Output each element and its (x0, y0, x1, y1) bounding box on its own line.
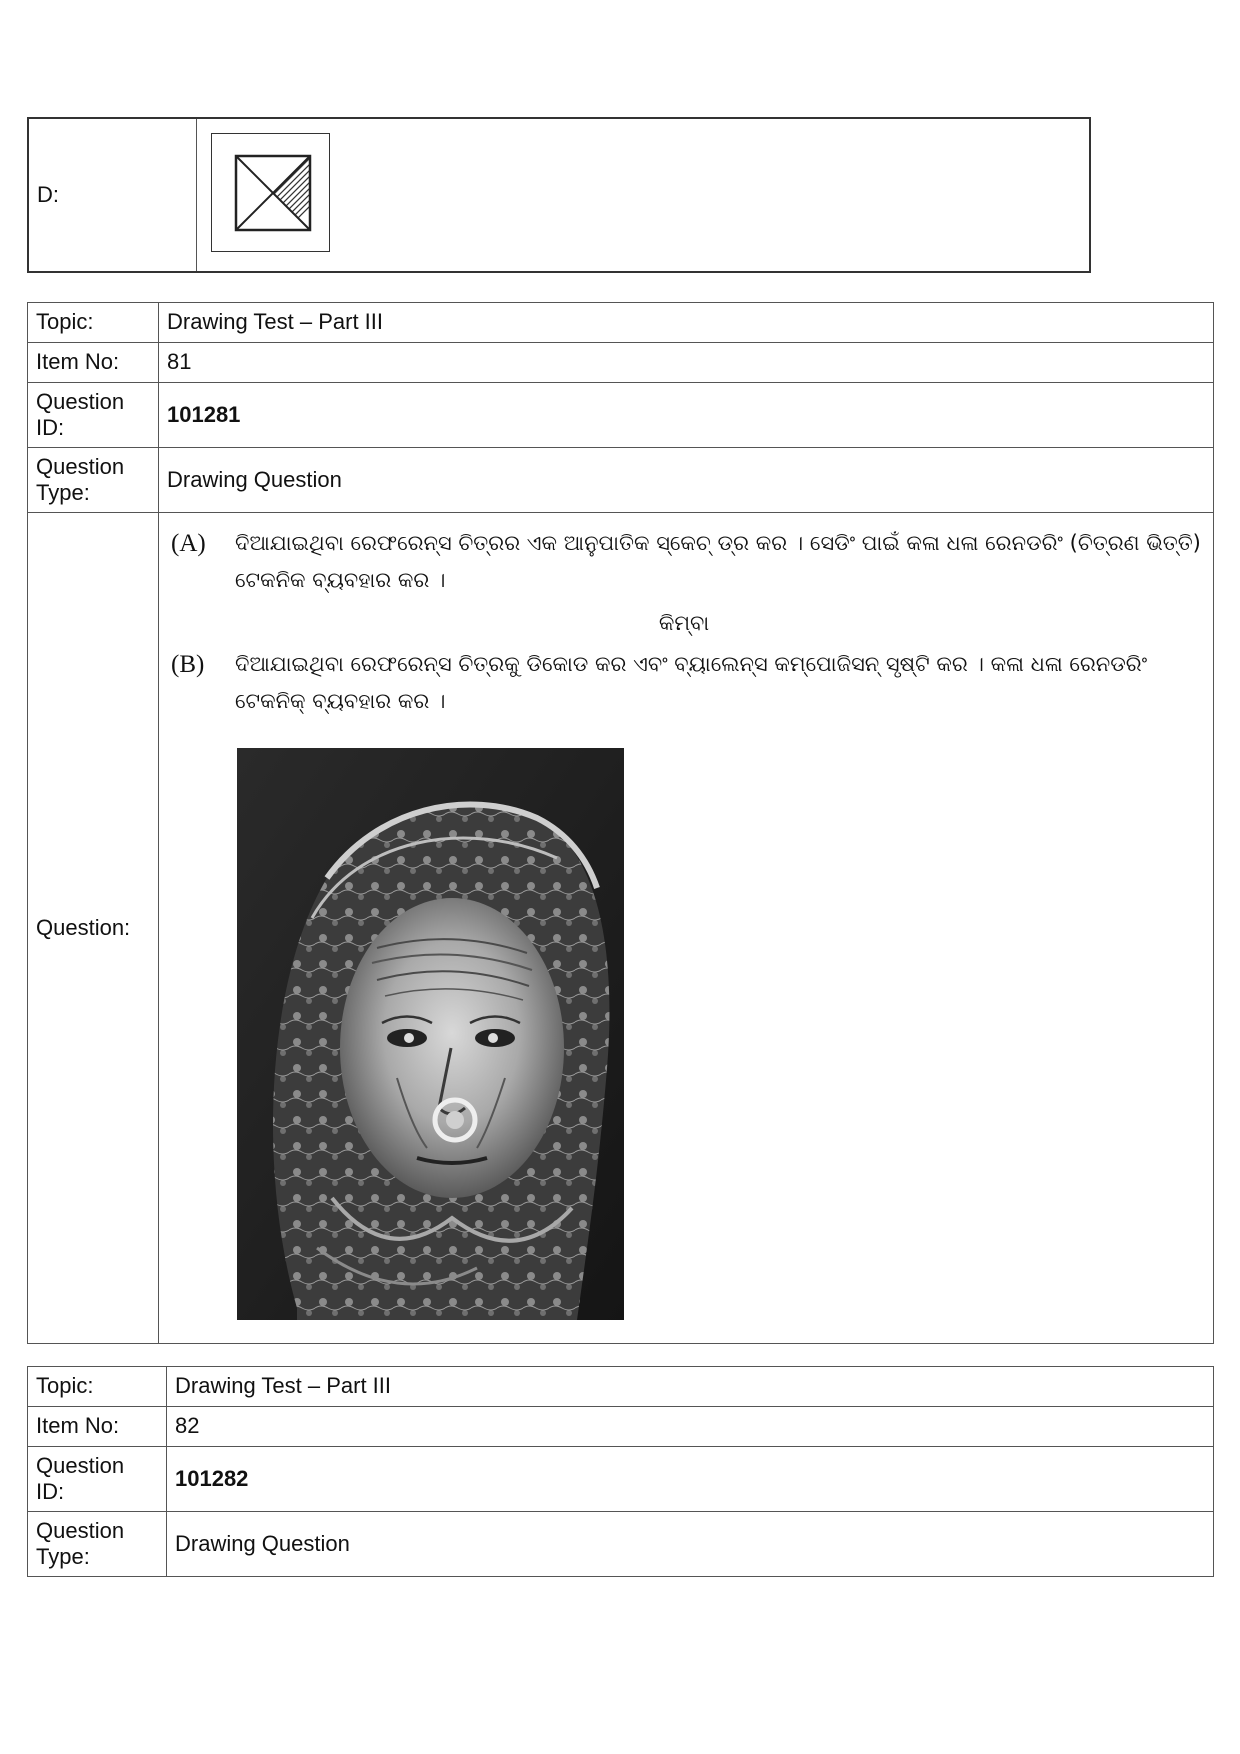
question-type-label: Question Type: (28, 448, 159, 513)
question-id-value: 101281 (159, 383, 1214, 448)
option-d-label: D: (28, 118, 197, 272)
topic-value: Drawing Test – Part III (159, 303, 1214, 343)
question-id-label: Question ID: (28, 383, 159, 448)
option-b (167, 646, 1201, 720)
square-with-diagonals-hatched-icon (234, 154, 312, 232)
item-no-value: 81 (159, 343, 1214, 383)
option-d-figure-frame (211, 133, 330, 252)
reference-portrait-image (237, 748, 624, 1320)
option-a-text: ଦିଆଯାଇଥିବା ରେଫରେନ୍ସ ଚିତ୍ରର ଏକ ଆନୁପାତିକ ସ୍କେଚ୍ ଡ୍ର କର । ସେଡିଂ ପାଇଁ କଳା ଧଳା ରେନଡରିଂ (ଚିତ୍ରଣ ଭିତ୍ତି) ଟେକନିକ ବ୍ୟବହାର କର । (235, 531, 1201, 592)
item-no-value: 82 (167, 1407, 1214, 1447)
option-d-figure-cell (197, 118, 1091, 272)
option-d-table (27, 117, 1091, 273)
question-content (159, 513, 1214, 1344)
or-separator: କିମ୍ବା (658, 611, 710, 635)
item-81-table (27, 302, 1214, 1344)
question-type-label: Question Type: (28, 1512, 167, 1577)
option-a-letter: (A) (171, 530, 206, 557)
item-no-label: Item No: (28, 343, 159, 383)
option-a (167, 525, 1201, 599)
option-b-letter: (B) (171, 651, 205, 679)
topic-value: Drawing Test – Part III (167, 1367, 1214, 1407)
item-no-label: Item No: (28, 1407, 167, 1447)
topic-label: Topic: (28, 1367, 167, 1407)
option-b-text: ଦିଆଯାଇଥିବା ରେଫରେନ୍ସ ଚିତ୍ରକୁ ଡିକୋଡ କର ଏବଂ ବ୍ୟାଲେନ୍ସ କମ୍ପୋଜିସନ୍ ସୃଷ୍ଟି କର । କଳା ଧଳା ରେନଡରିଂ ଟେକନିକ୍ ବ୍ୟବହାର କର । (235, 652, 1148, 714)
question-type-value: Drawing Question (159, 448, 1214, 513)
question-id-label: Question ID: (28, 1447, 167, 1512)
item-82-table (27, 1366, 1214, 1577)
elderly-woman-portrait-photo (237, 748, 624, 1320)
question-id-value: 101282 (167, 1447, 1214, 1512)
question-type-value: Drawing Question (167, 1512, 1214, 1577)
question-label: Question: (28, 513, 159, 1344)
topic-label: Topic: (28, 303, 159, 343)
